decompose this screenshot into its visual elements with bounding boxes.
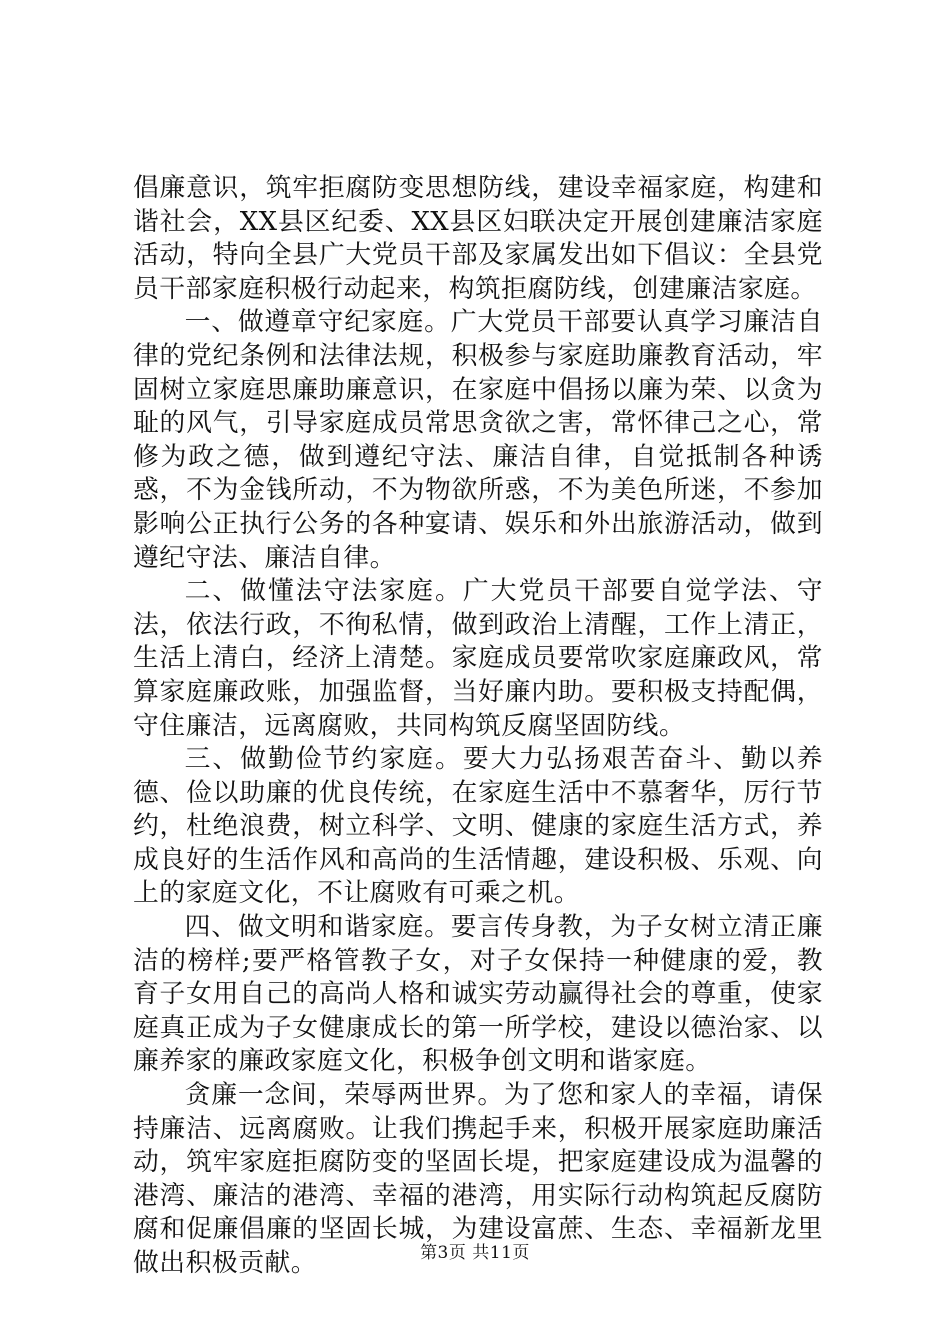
page-number: 第3页 共11页 — [420, 1243, 530, 1263]
paragraph-item-4: 四、做文明和谐家庭。要言传身教，为子女树立清正廉洁的榜样;要严格管教子女，对子女保持一种健康的爱，教育子女用自己的高尚人格和诚实劳动赢得社会的尊重，使家庭真正成为子女健康成长的第一所学校，建设以德治家、以廉养家的廉政家庭文化，积极争创文明和谐家庭。 — [133, 912, 823, 1077]
document-body — [133, 172, 823, 1281]
paragraph-item-3: 三、做勤俭节约家庭。要大力弘扬艰苦奋斗、勤以养德、俭以助廉的优良传统，在家庭生活中不慕奢华，厉行节约，杜绝浪费，树立科学、文明、健康的家庭生活方式，养成良好的生活作风和高尚的生活情趣，建设积极、乐观、向上的家庭文化，不让腐败有可乘之机。 — [133, 744, 823, 909]
paragraph-item-2: 二、做懂法守法家庭。广大党员干部要自觉学法、守法，依法行政，不徇私情，做到政治上清醒，工作上清正，生活上清白，经济上清楚。家庭成员要常吹家庭廉政风，常算家庭廉政账，加强监督，当好廉内助。要积极支持配偶，守住廉洁，远离腐败，共同构筑反腐坚固防线。 — [133, 576, 823, 741]
paragraph-continuation: 倡廉意识，筑牢拒腐防变思想防线，建设幸福家庭，构建和谐社会，XX县区纪委、XX县区妇联决定开展创建廉洁家庭活动，特向全县广大党员干部及家属发出如下倡议：全县党员干部家庭积极行动起来，构筑拒腐防线，创建廉洁家庭。 — [133, 173, 823, 304]
paragraph-item-1: 一、做遵章守纪家庭。广大党员干部要认真学习廉洁自律的党纪条例和法律法规，积极参与家庭助廉教育活动，牢固树立家庭思廉助廉意识，在家庭中倡扬以廉为荣、以贪为耻的风气，引导家庭成员常思贪欲之害，常怀律己之心，常修为政之德，做到遵纪守法、廉洁自律，自觉抵制各种诱惑，不为金钱所动，不为物欲所惑，不为美色所迷，不参加影响公正执行公务的各种宴请、娱乐和外出旅游活动，做到遵纪守法、廉洁自律。 — [133, 307, 823, 573]
paragraph-closing: 贪廉一念间，荣辱两世界。为了您和家人的幸福，请保持廉洁、远离腐败。让我们携起手来，积极开展家庭助廉活动，筑牢家庭拒腐防变的坚固长堤，把家庭建设成为温馨的港湾、廉洁的港湾、幸福的港湾，用实际行动构筑起反腐防腐和促廉倡廉的坚固长城，为建设富蔗、生态、幸福新龙里做出积极贡献。 — [133, 1080, 823, 1278]
page-footer — [0, 1242, 950, 1264]
